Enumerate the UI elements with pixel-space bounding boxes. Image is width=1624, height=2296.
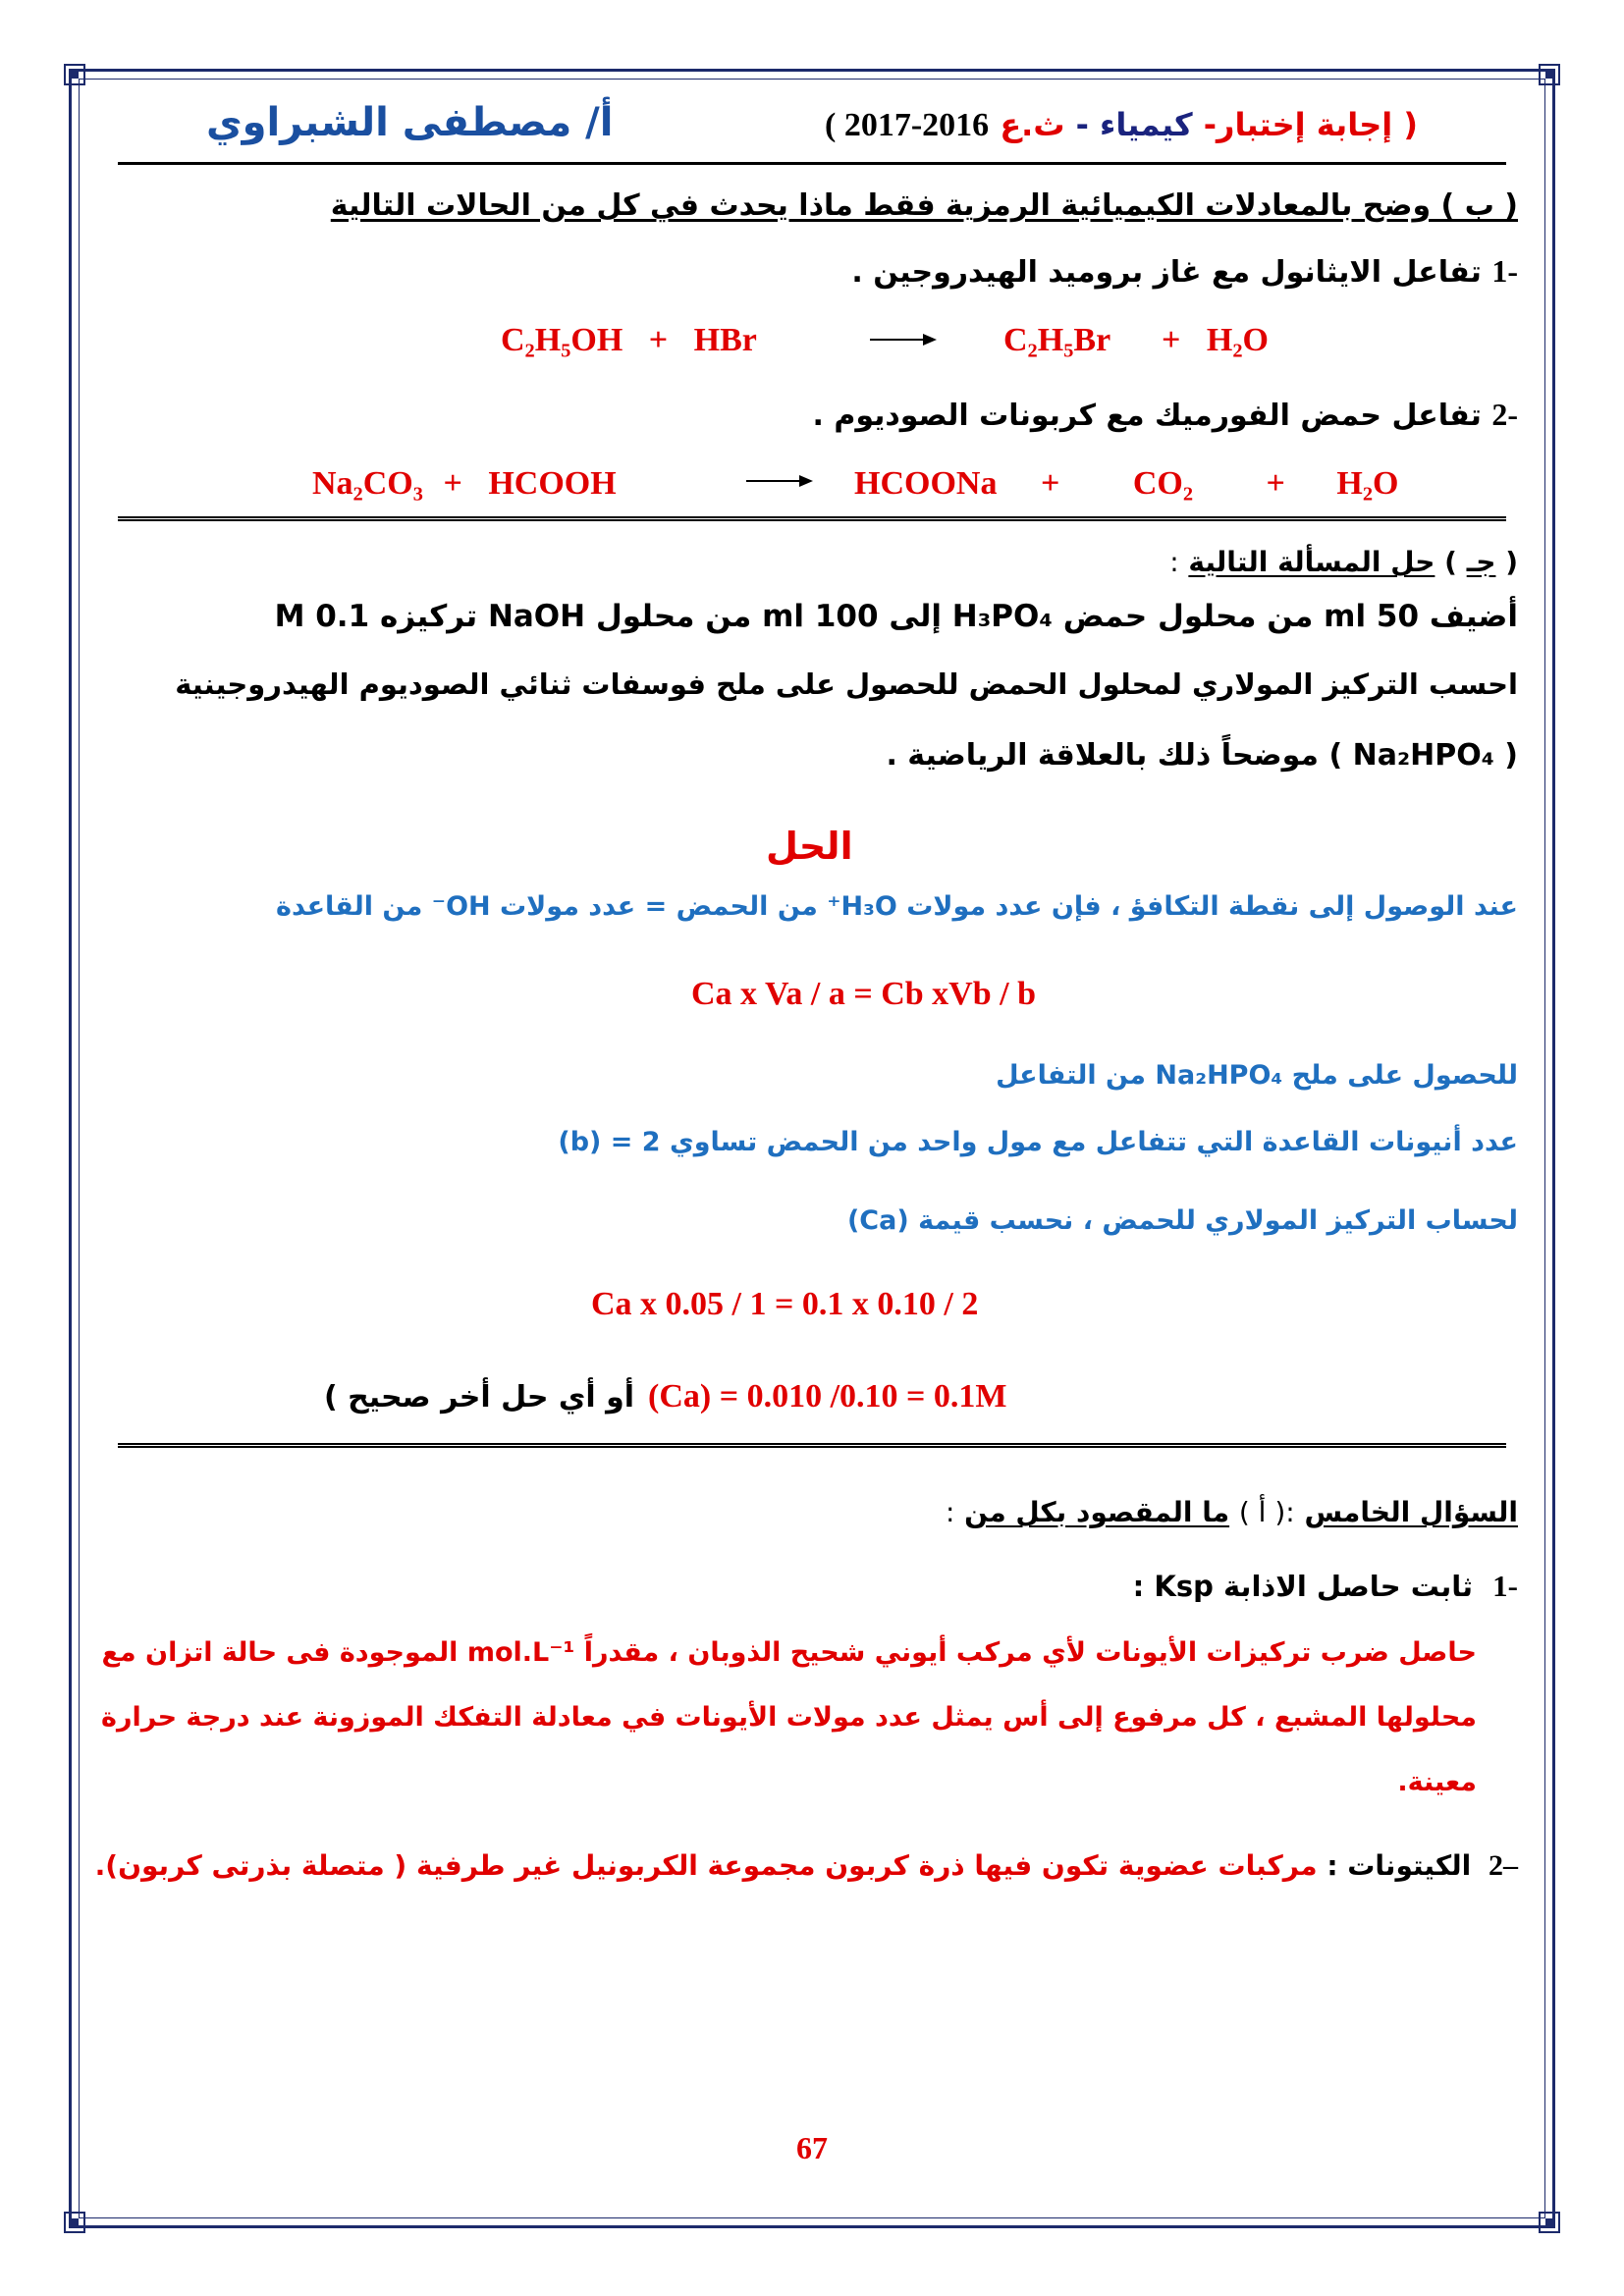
solution-line-1: عند الوصول إلى نقطة التكافؤ ، فإن عدد مولات H₃O⁺ من الحمض = عدد مولات OH⁻ من القاعدة bbox=[276, 891, 1518, 922]
item-number: -1 bbox=[1491, 253, 1518, 289]
sub-part-text: ما المقصود بكل من bbox=[964, 1496, 1230, 1528]
eq1-plus: + bbox=[1162, 322, 1181, 358]
section-c-heading bbox=[1169, 546, 1518, 578]
item-text: تفاعل حمض الفورميك مع كربونات الصوديوم . bbox=[812, 399, 1482, 433]
solution-formula: Ca x Va / a = Cb xVb / b bbox=[691, 976, 1036, 1012]
section-b-item-1 bbox=[851, 253, 1518, 290]
heading-colon: : bbox=[945, 1496, 955, 1528]
eq1-product-2: H₂O bbox=[1206, 322, 1270, 358]
solution-line-3: عدد أنيونات القاعدة التي تتفاعل مع مول واحد من الحمض تساوي 2 = (b) bbox=[558, 1127, 1518, 1157]
page-number: 67 bbox=[796, 2130, 828, 2165]
eq2-reactant-2: HCOOH bbox=[488, 465, 617, 502]
problem-line-1: أضيف 50 ml من محلول حمض H₃PO₄ إلى 100 ml من محلول NaOH تركيزه 0.1 M bbox=[274, 599, 1518, 634]
problem-line-3: ( Na₂HPO₄ ) موضحاً ذلك بالعلاقة الرياضية . bbox=[886, 738, 1518, 773]
section-b-heading: ( ب ) وضح بالمعادلات الكيميائية الرمزية فقط ماذا يحدث في كل من الحالات التالية bbox=[330, 188, 1518, 223]
section-divider bbox=[118, 516, 1506, 521]
item-definition: مركبات عضوية تكون فيها ذرة كربون مجموعة الكربونيل غير طرفية ( متصلة بذرتى كربون). bbox=[94, 1849, 1318, 1882]
eq2-product-1: HCOONa bbox=[854, 465, 998, 502]
question-5-item-1 bbox=[1133, 1569, 1518, 1604]
reaction-arrow-icon bbox=[870, 330, 937, 349]
solution-line-2: للحصول على ملح Na₂HPO₄ من التفاعل bbox=[996, 1060, 1518, 1091]
teacher-name bbox=[206, 100, 613, 145]
eq2-reactant-1: Na₂CO₃ bbox=[312, 465, 423, 502]
equation-2 bbox=[312, 465, 617, 503]
equation-1 bbox=[501, 322, 757, 359]
solution-result: (Ca) = 0.010 /0.10 = 0.1M bbox=[648, 1378, 1007, 1415]
teacher-name-text: مصطفى الشبراوي bbox=[206, 100, 572, 145]
eq2-product-2: CO₂ bbox=[1132, 465, 1194, 502]
exam-title-prefix: ( إجابة إختبار- bbox=[1203, 106, 1418, 143]
solution-title: الحل bbox=[766, 825, 853, 868]
item-term: الكيتونات : bbox=[1326, 1849, 1472, 1882]
sub-part-label: :( أ ) bbox=[1238, 1496, 1295, 1528]
exam-title-branch: ث.ع bbox=[1000, 106, 1065, 143]
definition-line-2: محلولها المشبع ، كل مرفوع إلى أس يمثل عدد مولات الأيونات في معادلة التفكك الموزونة عند درجة حرارة bbox=[101, 1702, 1477, 1733]
solution-calculation: Ca x 0.05 / 1 = 0.1 x 0.10 / 2 bbox=[591, 1286, 979, 1322]
eq1-reactant-1: C₂H₅OH bbox=[501, 322, 623, 358]
exam-title bbox=[825, 106, 1418, 144]
teacher-prefix: أ/ bbox=[585, 100, 614, 145]
definition-line-3: معينة. bbox=[1397, 1767, 1477, 1797]
question-5-heading bbox=[946, 1496, 1518, 1528]
exam-title-year: 2016-2017 ) bbox=[825, 107, 990, 143]
eq2-plus: + bbox=[443, 465, 462, 502]
eq2-product-3: H₂O bbox=[1336, 465, 1399, 502]
section-letter: جـ bbox=[1466, 546, 1496, 578]
section-divider bbox=[118, 1443, 1506, 1448]
question-5-item-2 bbox=[95, 1849, 1518, 1883]
item-number: –2 bbox=[1489, 1849, 1518, 1882]
heading-colon: : bbox=[1169, 546, 1179, 578]
question-5-title: السؤال الخامس bbox=[1304, 1496, 1518, 1528]
corner-ornament-icon bbox=[61, 61, 88, 88]
item-number: -1 bbox=[1492, 1569, 1518, 1603]
item-text: تفاعل الايثانول مع غاز بروميد الهيدروجين . bbox=[851, 255, 1482, 290]
corner-ornament-icon bbox=[1536, 61, 1563, 88]
eq2-plus: + bbox=[1266, 465, 1285, 502]
exam-title-subject: كيمياء - bbox=[1075, 106, 1193, 143]
item-number: -2 bbox=[1491, 397, 1518, 432]
corner-ornament-icon bbox=[61, 2209, 88, 2236]
problem-line-2: احسب التركيز المولاري لمحلول الحمض للحصول على ملح فوسفات ثنائي الصوديوم الهيدروجينية bbox=[175, 667, 1518, 701]
reaction-arrow-icon bbox=[746, 471, 813, 491]
solution-note: أو أي حل أخر صحيح ) bbox=[324, 1380, 635, 1415]
heading-paren: ) bbox=[1444, 546, 1457, 578]
equation-1-products bbox=[1003, 322, 1269, 359]
item-term: ثابت حاصل الاذابة Ksp : bbox=[1132, 1570, 1474, 1603]
eq2-plus: + bbox=[1040, 465, 1060, 502]
header-divider bbox=[118, 162, 1506, 165]
section-c-title: حل المسألة التالية bbox=[1188, 546, 1435, 578]
corner-ornament-icon bbox=[1536, 2209, 1563, 2236]
equation-2-products bbox=[854, 465, 1399, 503]
eq1-reactant-2: HBr bbox=[693, 322, 757, 358]
solution-line-4: لحساب التركيز المولاري للحمض ، نحسب قيمة (Ca) bbox=[846, 1205, 1518, 1236]
heading-paren: ( bbox=[1505, 546, 1518, 578]
definition-line-1: حاصل ضرب تركيزات الأيونات لأي مركب أيوني شحيح الذوبان ، مقدراً mol.L⁻¹ الموجودة فى حالة اتزان مع bbox=[101, 1637, 1477, 1668]
section-b-item-2 bbox=[813, 397, 1519, 433]
eq1-product-1: C₂H₅Br bbox=[1003, 322, 1110, 358]
eq1-plus: + bbox=[648, 322, 669, 358]
